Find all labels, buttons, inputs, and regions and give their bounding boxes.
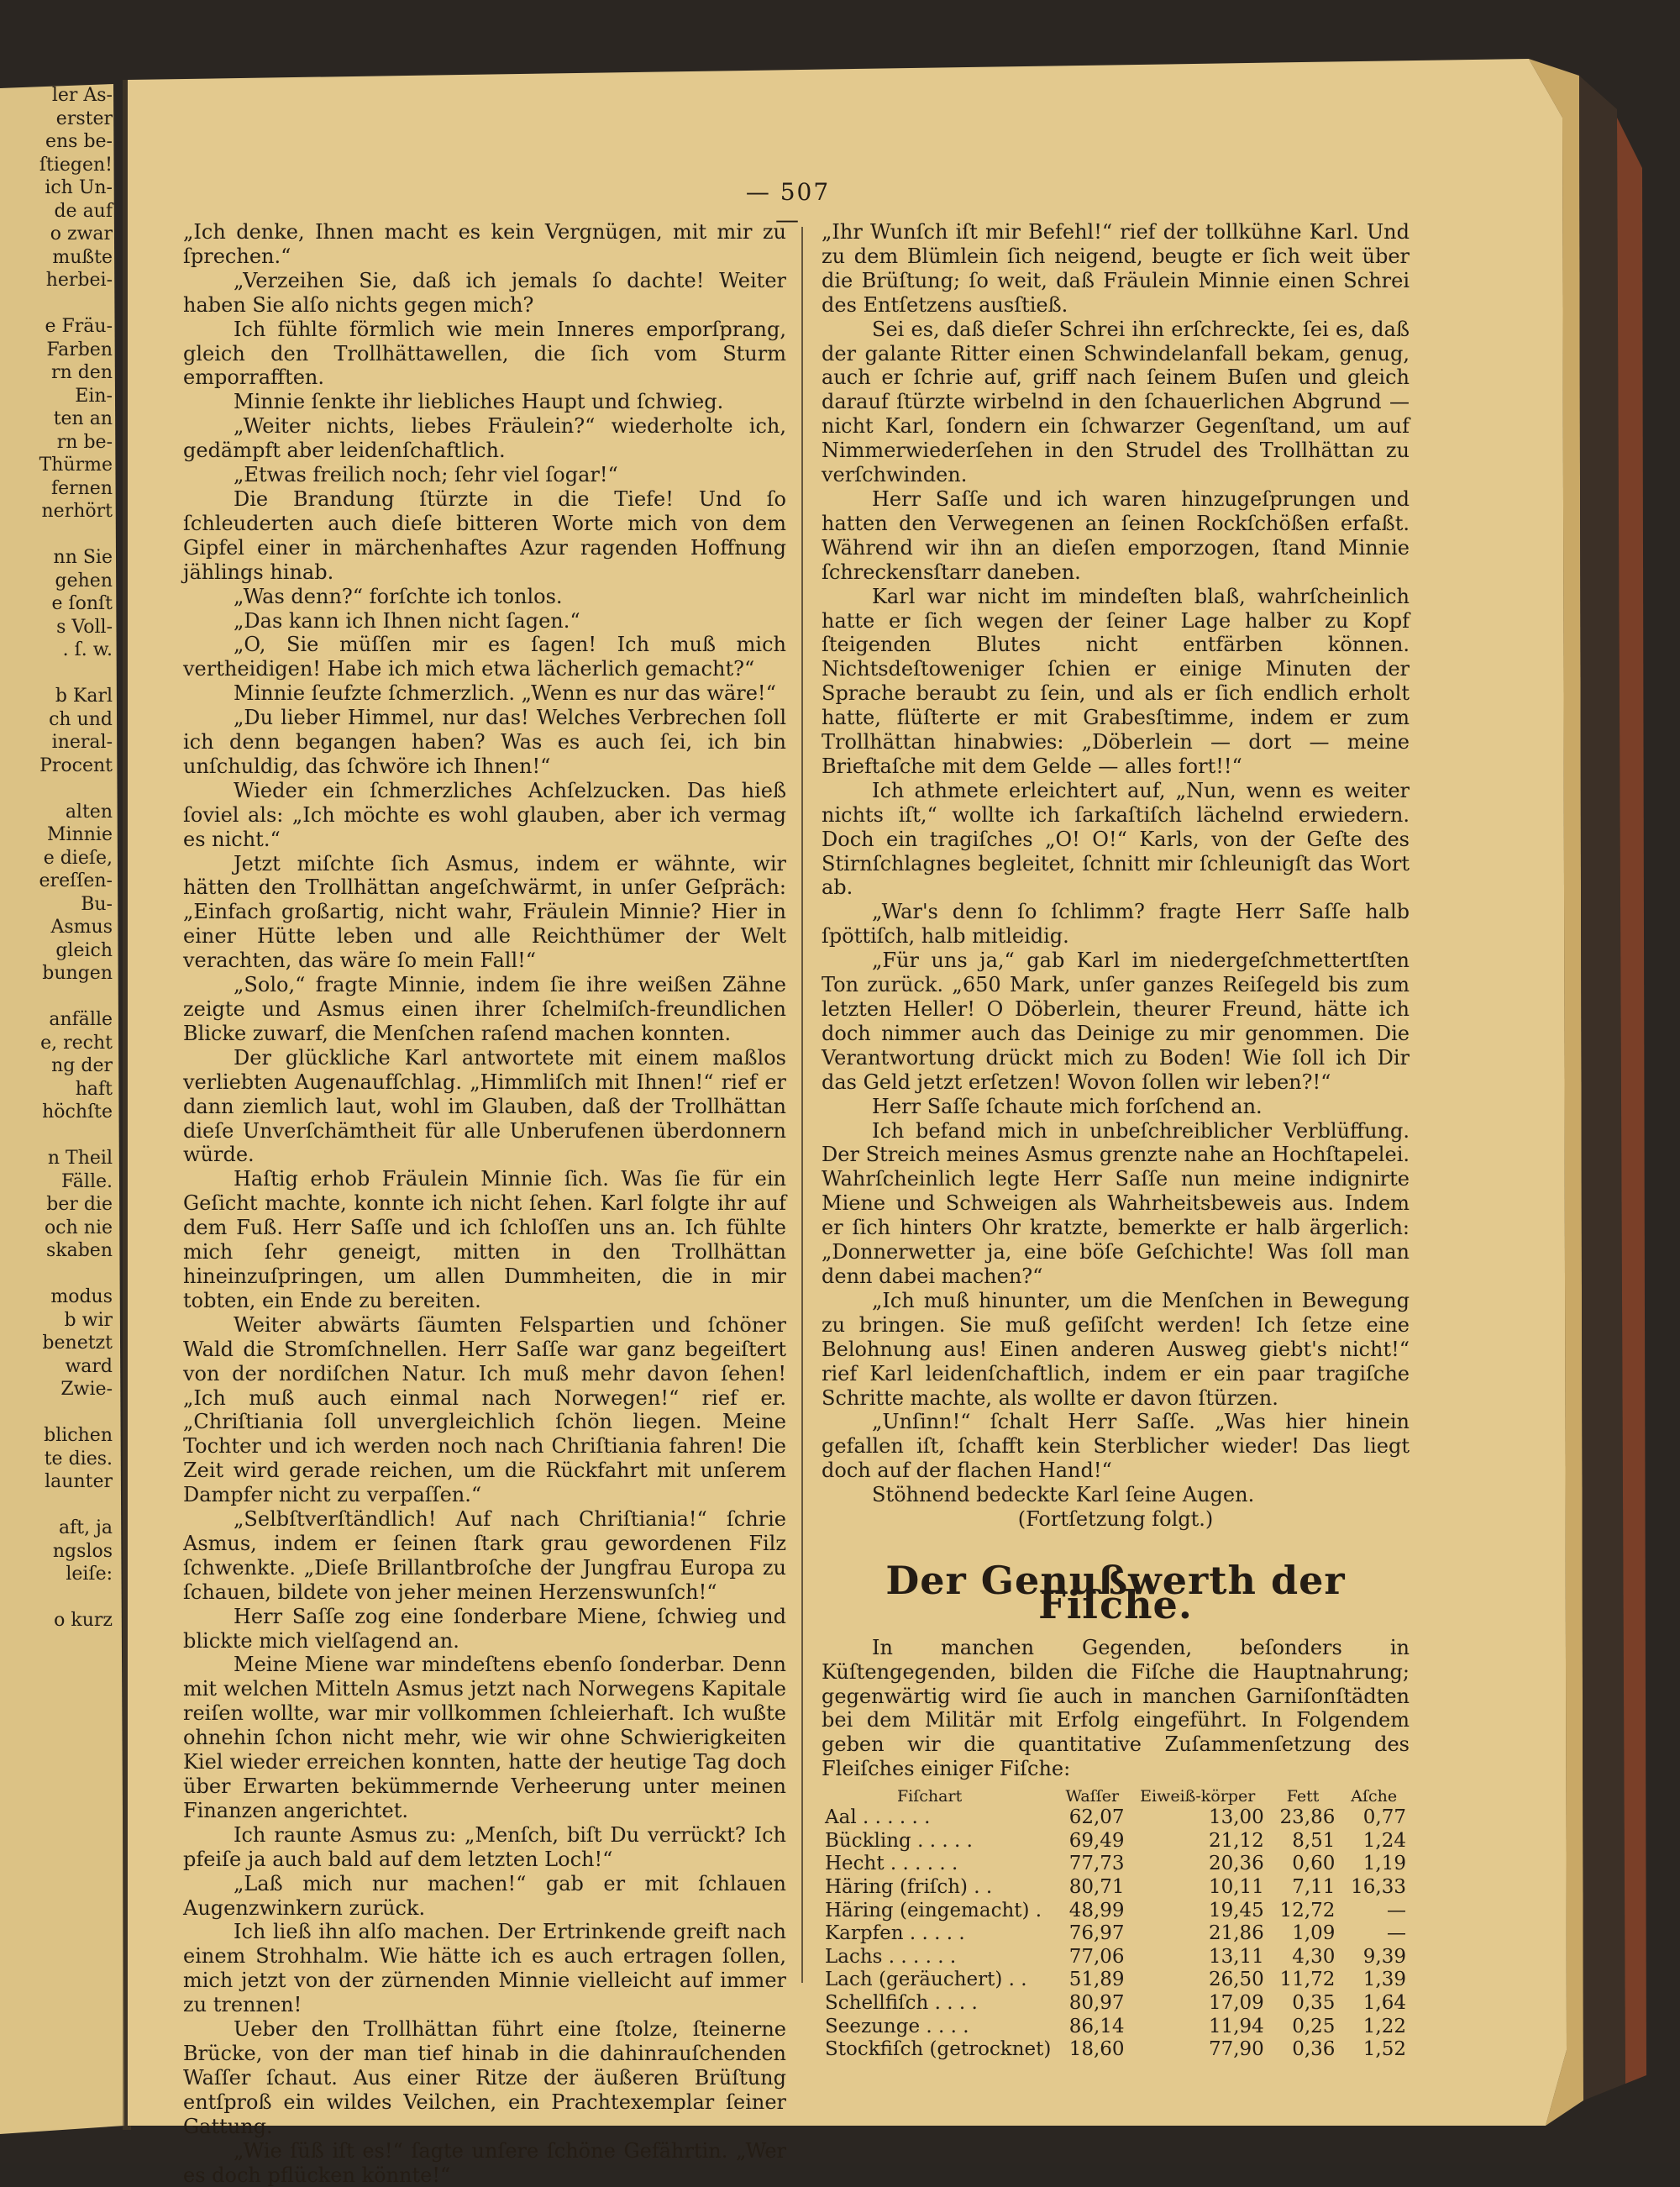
left-page-fragment: launter bbox=[45, 1471, 113, 1492]
left-page-fragment: Thürme bbox=[39, 455, 113, 476]
value-cell: 1,64 bbox=[1362, 1991, 1406, 2014]
left-page-fragment: herbei- bbox=[45, 270, 113, 291]
story-paragraph: „Solo,“ fragte Minnie, indem ſie ihre weißen Zähne zeigte und Asmus einen ihrer ſchelmiſch-freundlichen Blicke zuwarf, die Menſchen raſend machen konnten. bbox=[183, 973, 786, 1045]
left-page-fragment bbox=[0, 777, 126, 801]
value-cell: 26,50 bbox=[1208, 1969, 1264, 1991]
header-fat: Fett bbox=[1286, 1787, 1320, 1806]
left-page-fragment: Bu- bbox=[81, 893, 113, 915]
story-paragraph: Stöhnend bedeckte Karl ſeine Augen. bbox=[872, 1483, 1255, 1507]
value-cell: — bbox=[1387, 1922, 1406, 1945]
value-cell: 62,07 bbox=[1068, 1806, 1125, 1829]
left-page-fragment: Farben bbox=[46, 339, 113, 360]
table-row bbox=[822, 2038, 1410, 2062]
value-cell: 77,06 bbox=[1068, 1945, 1125, 1968]
left-page-fragment: b wir bbox=[64, 1309, 113, 1331]
value-cell: 1,24 bbox=[1362, 1829, 1406, 1852]
story-paragraph: „Ihr Wunſch iſt mir Befehl!“ rief der tollkühne Karl. Und zu dem Blümlein ſich neigend, beugte er ſich weit über die Brüſtung; ſo weit, daß Fräulein Minnie einen Schrei des Entſetzens ausſtieß. bbox=[822, 220, 1410, 317]
fish-name-cell: Hecht . . . . . . bbox=[825, 1853, 958, 1875]
story-paragraph: „Selbſtverſtändlich! Auf nach Chriſtiania!“ ſchrie Asmus, indem er ſeinen ſtark grau gewordenen Filz ſchwenkte. „Dieſe Brillantbroſche der Jungfrau Europa zu ſchauen, bildete von jeher meinen Herzenswunſch!“ bbox=[183, 1507, 786, 1604]
story-paragraph: Ueber den Trollhättan führt eine ſtolze, ſteinerne Brücke, von der man tief hinab in die dahinrauſchenden Waſſer ſchaut. Aus einer Ritze der äußeren Brüſtung entſproß ein wildes Veilchen, ein Prachtexemplar ſeiner Gattung. bbox=[183, 2017, 786, 2138]
value-cell: 17,09 bbox=[1208, 1991, 1264, 2014]
left-page-fragment: ber die bbox=[46, 1194, 113, 1215]
left-page-fragment: gehen bbox=[55, 570, 113, 591]
story-paragraph: Ich fühlte förmlich wie mein Inneres emporſprang, gleich den Trollhättawellen, die ſich vom Sturm emporrafften. bbox=[183, 317, 786, 390]
article-intro: In manchen Gegenden, beſonders in Küſtengegenden, bilden die Fiſche die Hauptnahrung; gegenwärtig wird ſie auch in manchen Garniſonſtädten bei dem Militär mit Erfolg eingeführt. In Folgendem geben wir die quantitative Zuſammenſetzung des Fleiſches einiger Fiſche: bbox=[822, 1635, 1410, 1781]
left-page-fragment: ch und bbox=[49, 708, 113, 730]
value-cell: 9,39 bbox=[1362, 1945, 1406, 1968]
table-row bbox=[822, 1969, 1410, 1992]
column-left-story bbox=[183, 220, 786, 2187]
left-page-fragment: . ſ. w. bbox=[62, 639, 113, 660]
left-page-fragment bbox=[0, 292, 126, 316]
left-page-fragment: ler As- bbox=[51, 85, 113, 106]
value-cell: 86,14 bbox=[1068, 2015, 1125, 2037]
value-cell: 1,22 bbox=[1362, 2015, 1406, 2037]
story-paragraph: Herr Saſſe zog eine ſonderbare Miene, ſchwieg und blickte mich vielſagend an. bbox=[183, 1604, 786, 1653]
left-page-fragment: de auf bbox=[54, 200, 113, 222]
left-page-fragment: benetzt bbox=[42, 1333, 113, 1354]
left-page-fragment: ens be- bbox=[45, 131, 113, 152]
value-cell: 20,36 bbox=[1208, 1853, 1264, 1875]
story-paragraph: Minnie ſeufzte ſchmerzlich. „Wenn es nur das wäre!“ bbox=[234, 681, 776, 706]
page-number: — 507 — bbox=[745, 178, 831, 234]
value-cell: 13,11 bbox=[1208, 1945, 1264, 1968]
left-page-fragment: bungen bbox=[42, 963, 113, 984]
value-cell: 0,77 bbox=[1362, 1806, 1406, 1829]
story-paragraph: Der glückliche Karl antwortete mit einem maßlos verliebten Augenaufſchlag. „Himmliſch mit Ihnen!“ rief er dann ziemlich laut, wohl im Glauben, daß der Trollhättan dieſe Unverſchämtheit für alle Unberufenen überdonnern würde. bbox=[183, 1045, 786, 1167]
story-paragraph: Jetzt miſchte ſich Asmus, indem er wähnte, wir hätten den Trollhättan angeſchwärmt, in unſer Geſpräch: „Einfach großartig, nicht wahr, Fräulein Minnie? Hier in einer Hütte leben und alle Reichthümer der Welt verachten, das wäre ſo mein Fall!“ bbox=[183, 851, 786, 973]
story-paragraph: Ich athmete erleichtert auf, „Nun, wenn es weiter nichts iſt,“ wollte ich ſarkaſtiſch lächelnd erwiedern. Doch ein tragiſches „O! O!“ Karls, von der Geſte des Stirnſchlagnes begleitet, ſchnitt mir ſchleunigſt das Wort ab. bbox=[822, 778, 1410, 900]
left-page-fragment: alten bbox=[65, 801, 113, 823]
fish-name-cell: Lach (geräuchert) . . bbox=[825, 1969, 1027, 1991]
left-page-fragment bbox=[0, 1124, 126, 1148]
left-page-fragment: ng der bbox=[51, 1055, 113, 1076]
left-page-fragment: ward bbox=[65, 1355, 113, 1377]
table-row bbox=[822, 2016, 1410, 2039]
left-page-fragment bbox=[0, 662, 126, 686]
left-page-text-fragments bbox=[0, 84, 126, 2117]
story-paragraph: Die Brandung ſtürzte in die Tiefe! Und ſo ſchleuderten auch dieſe bitteren Worte mich von dem Gipfel einer in märchenhaftes Azur ragenden Hoffnung jählings hinab. bbox=[183, 486, 786, 584]
value-cell: 0,35 bbox=[1292, 1991, 1336, 2014]
story-paragraph: Herr Saſſe und ich waren hinzugeſprungen und hatten den Verwegenen an ſeinen Rockſchößen erfaßt. Während wir ihn an dieſen emporzogen, ſtand Minnie ſchreckensſtarr daneben. bbox=[822, 486, 1410, 584]
value-cell: 21,86 bbox=[1208, 1922, 1264, 1945]
left-page-fragment: s Voll- bbox=[56, 616, 113, 638]
left-page-fragment: ſtiegen! bbox=[39, 154, 113, 176]
left-page-fragment bbox=[0, 1494, 126, 1517]
header-protein: Eiweiß-körper bbox=[1140, 1787, 1256, 1806]
story-paragraph: „O, Sie müſſen mir es ſagen! Ich muß mich vertheidigen! Habe ich mich etwa lächerlich gemacht?“ bbox=[183, 633, 786, 681]
fish-name-cell: Stockfiſch (getrocknet) bbox=[825, 2038, 1052, 2061]
left-page-fragment: n Theil bbox=[47, 1148, 113, 1169]
left-page-fragment: Minnie bbox=[47, 824, 113, 845]
value-cell: 10,11 bbox=[1208, 1875, 1264, 1898]
left-page-fragment: gleich bbox=[55, 939, 113, 961]
table-row bbox=[822, 1992, 1410, 2016]
story-paragraph: Wieder ein ſchmerzliches Achſelzucken. Das hieß ſoviel als: „Ich möchte es wohl glauben, aber ich vermag es nicht.“ bbox=[183, 778, 786, 851]
value-cell: 11,94 bbox=[1208, 2015, 1264, 2037]
left-page-fragment: blichen bbox=[44, 1425, 113, 1446]
fish-name-cell: Bückling . . . . . bbox=[825, 1829, 973, 1852]
left-page-fragment: nn Sie bbox=[53, 547, 113, 568]
value-cell: 0,60 bbox=[1292, 1853, 1336, 1875]
left-page-fragment: b Karl bbox=[55, 686, 113, 707]
value-cell: 4,30 bbox=[1292, 1945, 1336, 1968]
column-divider bbox=[801, 227, 803, 1983]
value-cell: 48,99 bbox=[1068, 1899, 1125, 1922]
left-page-fragment: Procent bbox=[39, 754, 113, 776]
value-cell: 1,52 bbox=[1362, 2038, 1406, 2061]
value-cell: 51,89 bbox=[1068, 1969, 1125, 1991]
left-page-fragment: o zwar bbox=[50, 223, 113, 244]
left-page-fragment: e dieſe, bbox=[43, 847, 113, 869]
column-right-story bbox=[822, 220, 1410, 2062]
story-paragraph: „War's denn ſo ſchlimm? fragte Herr Saſſe halb ſpöttiſch, halb mitleidig. bbox=[822, 900, 1410, 949]
value-cell: — bbox=[1387, 1899, 1406, 1922]
fish-name-cell: Seezunge . . . . bbox=[825, 2015, 969, 2037]
fish-name-cell: Karpfen . . . . . bbox=[825, 1922, 965, 1945]
value-cell: 80,97 bbox=[1068, 1991, 1125, 2014]
story-paragraph: „Verzeihen Sie, daß ich jemals ſo dachte! Weiter haben Sie alſo nichts gegen mich? bbox=[183, 268, 786, 317]
left-page-fragment: e Fräu- bbox=[45, 316, 113, 337]
left-page-fragment: modus bbox=[50, 1286, 113, 1307]
story-paragraph: „Etwas freilich noch; ſehr viel ſogar!“ bbox=[234, 463, 618, 487]
left-page-fragment bbox=[0, 986, 126, 1009]
left-page-fragment: o kurz bbox=[54, 1610, 113, 1631]
story-paragraph: Karl war nicht im mindeſten blaß, wahrſcheinlich hatte er ſich wegen der ſeiner Lage halber zu Kopf ſteigenden Blutes nicht entfärben können. Nichtsdeſtoweniger ſchien er einige Minuten der Sprache beraubt zu ſein, und als er ſich endlich erholt hatte, flüſterte er mit Grabesſtimme, indem er zum Trollhättan hinabwies: „Döberlein — dort — meine Brieftaſche mit dem Gelde — alles fort!!“ bbox=[822, 584, 1410, 778]
left-page-fragment: ereſſen- bbox=[39, 870, 113, 891]
value-cell: 19,45 bbox=[1208, 1899, 1264, 1922]
left-page-fragment: Asmus bbox=[50, 917, 113, 938]
value-cell: 23,86 bbox=[1279, 1806, 1336, 1829]
story-paragraph: „Was denn?“ forſchte ich tonlos. bbox=[234, 584, 563, 608]
article-title: Der Genußwerth der Fiſche. bbox=[885, 1557, 1346, 1627]
story-paragraph: Sei es, daß dieſer Schrei ihn erſchreckte, ſei es, daß der galante Ritter einen Schwindelanfall bekam, genug, auch er ſchrie auf, griff nach ſeinem Buſen und gleich darauf ſtürzte wirbelnd in den ſchauerlichen Abgrund — nicht Karl, ſondern ein ſchwarzer Gegenſtand, um auf Nimmerwiederſehen in den Strudel des Trollhättan zu verſchwinden. bbox=[822, 317, 1410, 487]
left-page-fragment: fernen bbox=[50, 477, 113, 499]
header-water: Waſſer bbox=[1065, 1787, 1120, 1806]
story-paragraph: Ich raunte Asmus zu: „Menſch, biſt Du verrückt? Ich pfeiſe ja auch bald auf dem letzten Loch!“ bbox=[183, 1822, 786, 1871]
left-page-fragment: Fälle. bbox=[61, 1170, 113, 1192]
value-cell: 76,97 bbox=[1068, 1922, 1125, 1945]
value-cell: 11,72 bbox=[1279, 1969, 1336, 1991]
value-cell: 1,19 bbox=[1362, 1853, 1406, 1875]
story-paragraph: „Ich muß hinunter, um die Menſchen in Bewegung zu bringen. Sie muß geſiſcht werden! Ich ſetze eine Belohnung aus! Einen anderen Ausweg giebt's nicht!“ rief Karl leidenſchaftlich, indem er ein paar tragiſche Schritte machte, als wollte er davon ſtürzen. bbox=[822, 1288, 1410, 1410]
story-paragraph: Ich ließ ihn alſo machen. Der Ertrinkende greift nach einem Strohhalm. Wie hätte ich es auch ertragen ſollen, mich jetzt von der zürnenden Minnie vielleicht auf immer zu trennen! bbox=[183, 1920, 786, 2017]
story-paragraph: Ich befand mich in unbeſchreiblicher Verblüffung. Der Streich meines Asmus grenzte nahe an Hochſtapelei. Wahrſcheinlich legte Herr Saſſe nun meine indignirte Miene und Schweigen als Wahrheitsbeweis aus. Indem er ſich hinters Ohr kratzte, bemerkte er halb ärgerlich: „Donnerwetter ja, eine böſe Geſchichte! Was ſoll man denn dabei machen?“ bbox=[822, 1118, 1410, 1288]
value-cell: 1,39 bbox=[1362, 1969, 1406, 1991]
value-cell: 18,60 bbox=[1068, 2038, 1125, 2061]
left-page-fragment: Zwie- bbox=[60, 1379, 113, 1400]
story-paragraph: „Du lieber Himmel, nur das! Welches Verbrechen ſoll ich denn begangen haben? Was es auch ſei, ich bin unſchuldig, das ſchwöre ich Ihnen!“ bbox=[183, 706, 786, 778]
value-cell: 69,49 bbox=[1068, 1829, 1125, 1852]
left-page-fragment: aft, ja bbox=[58, 1517, 113, 1538]
value-cell: 8,51 bbox=[1292, 1829, 1336, 1852]
left-page-fragment: ten an bbox=[53, 408, 113, 429]
story-continuation bbox=[822, 220, 1410, 1507]
table-row bbox=[822, 1922, 1410, 1946]
story-paragraph: Meine Miene war mindeſtens ebenſo ſonderbar. Denn mit welchen Mitteln Asmus jetzt nach Norwegens Kapitale reiſen wollte, war mir vollkommen ſchleierhaft. Ich wußte ohnehin ſchon nicht mehr, wie wir ohne Schwierigkeiten Kiel wieder erreichen konnten, hatte der heutige Tag doch über Erwarten bekümmernde Verheerung unter meinen Finanzen angerichtet. bbox=[183, 1653, 786, 1822]
value-cell: 0,25 bbox=[1292, 2015, 1336, 2037]
fish-name-cell: Schellfiſch . . . . bbox=[825, 1991, 978, 2014]
story-paragraph: „Ich denke, Ihnen macht es kein Vergnügen, mit mir zu ſprechen.“ bbox=[183, 220, 786, 268]
left-page-fragment: leiſe: bbox=[66, 1564, 113, 1585]
story-paragraph: „Für uns ja,“ gab Karl im niedergeſchmettertſten Ton zurück. „650 Mark, unſer ganzes Reiſegeld bis zum letzten Heller! O Döberlein, theurer Freund, hätte ich doch nimmer auch das Deinige zu mir genommen. Die Verantwortung drückt mich zu Boden! Wie ſoll ich Dir das Geld jetzt erſetzen! Wovon ſollen wir leben?!“ bbox=[822, 949, 1410, 1094]
left-page-fragment bbox=[0, 1401, 126, 1425]
left-page-fragment: Ein- bbox=[75, 385, 113, 407]
value-cell: 16,33 bbox=[1351, 1875, 1406, 1898]
left-page-fragment: ineral- bbox=[51, 732, 113, 753]
header-fish-type: Fiſchart bbox=[897, 1787, 963, 1806]
left-page-fragment: e ſonſt bbox=[51, 593, 113, 614]
value-cell: 12,72 bbox=[1279, 1899, 1336, 1922]
fish-name-cell: Aal . . . . . . bbox=[825, 1806, 931, 1829]
table-row bbox=[822, 1900, 1410, 1923]
left-page-fragment bbox=[0, 523, 126, 547]
header-ash: Aſche bbox=[1351, 1787, 1398, 1806]
story-paragraph: Weiter abwärts ſäumten Felspartien und ſchöner Wald die Stromſchnellen. Herr Saſſe war ganz begeiſtert von der nordiſchen Natur. Ich muß mehr davon ſehen! „Ich muß auch einmal nach Norwegen!“ rief er. „Chriſtiania ſoll unvergleichlich ſchön liegen. Meine Tochter und ich werden noch nach Chriſtiania fahren! Die Zeit wird gerade reichen, um die Rückfahrt mit unſerem Dampfer nicht zu verpaſſen.“ bbox=[183, 1312, 786, 1507]
left-page-fragment: rn be- bbox=[56, 431, 113, 453]
story-paragraph: „Weiter nichts, liebes Fräulein?“ wiederholte ich, gedämpft aber leidenſchaftlich. bbox=[183, 414, 786, 463]
left-page-fragment bbox=[0, 1586, 126, 1610]
left-page-fragment: och nie bbox=[45, 1217, 113, 1238]
value-cell: 21,12 bbox=[1208, 1829, 1264, 1852]
value-cell: 80,71 bbox=[1068, 1875, 1125, 1898]
left-page-fragment: höchſte bbox=[42, 1101, 113, 1122]
table-row bbox=[822, 1946, 1410, 1969]
left-page-fragment: mußte bbox=[52, 246, 113, 268]
left-page-fragment: ich Un- bbox=[45, 177, 113, 198]
value-cell: 77,90 bbox=[1208, 2038, 1264, 2061]
left-page-fragment: haft bbox=[75, 1078, 113, 1100]
story-paragraph: „Unſinn!“ ſchalt Herr Saſſe. „Was hier hinein gefallen iſt, ſchafft kein Sterblicher wieder! Das liegt doch auf der flachen Hand!“ bbox=[822, 1410, 1410, 1483]
story-paragraph: „Laß mich nur machen!“ gab er mit ſchlauen Augenzwinkern zurück. bbox=[183, 1871, 786, 1920]
table-row bbox=[822, 1830, 1410, 1853]
left-page-fragment: rn den bbox=[51, 362, 113, 383]
left-page-fragment: erster bbox=[55, 108, 113, 129]
story-paragraph: Haſtig erhob Fräulein Minnie ſich. Was ſie für ein Geſicht machte, konnte ich nicht ſehen. Karl folgte ihr auf dem Fuß. Herr Saſſe und ich ſchloſſen uns an. Ich fühlte mich ſehr geneigt, mitten in den Trollhättan hineinzuſpringen, um allen Dummheiten, die in mir tobten, ein Ende zu bereiten. bbox=[183, 1167, 786, 1312]
fish-name-cell: Häring (friſch) . . bbox=[825, 1875, 993, 1898]
left-page-fragment: nerhört bbox=[41, 501, 113, 522]
story-paragraph: „Wie ſüß iſt es!“ ſagte unſere ſchöne Gefährtin. „Wer es doch pflücken könnte!“ bbox=[183, 2138, 786, 2187]
fish-composition-table bbox=[822, 1786, 1410, 2062]
left-page-fragment: te dies. bbox=[44, 1448, 113, 1469]
story-paragraph: Herr Saſſe ſchaute mich forſchend an. bbox=[872, 1094, 1263, 1118]
left-page-fragment bbox=[0, 1263, 126, 1286]
story-paragraph: „Das kann ich Ihnen nicht ſagen.“ bbox=[234, 608, 580, 633]
fish-name-cell: Lachs . . . . . . bbox=[825, 1945, 957, 1968]
value-cell: 77,73 bbox=[1068, 1853, 1125, 1875]
left-page-fragment: anfälle bbox=[49, 1009, 113, 1030]
continued-note: (Fortſetzung folgt.) bbox=[1017, 1507, 1214, 1532]
left-page-fragment: skaben bbox=[45, 1240, 113, 1261]
table-header-row bbox=[822, 1786, 1410, 1806]
value-cell: 13,00 bbox=[1208, 1806, 1264, 1829]
value-cell: 7,11 bbox=[1292, 1875, 1336, 1898]
value-cell: 1,09 bbox=[1292, 1922, 1336, 1945]
left-page-fragment: e, recht bbox=[40, 1032, 113, 1054]
table-row bbox=[822, 1876, 1410, 1900]
table-row bbox=[822, 1806, 1410, 1830]
table-row bbox=[822, 1853, 1410, 1876]
story-paragraph: Minnie ſenkte ihr liebliches Haupt und ſchwieg. bbox=[234, 390, 724, 414]
fish-name-cell: Häring (eingemacht) . bbox=[825, 1899, 1042, 1922]
value-cell: 0,36 bbox=[1292, 2038, 1336, 2061]
left-page-fragment: ngslos bbox=[52, 1540, 113, 1562]
